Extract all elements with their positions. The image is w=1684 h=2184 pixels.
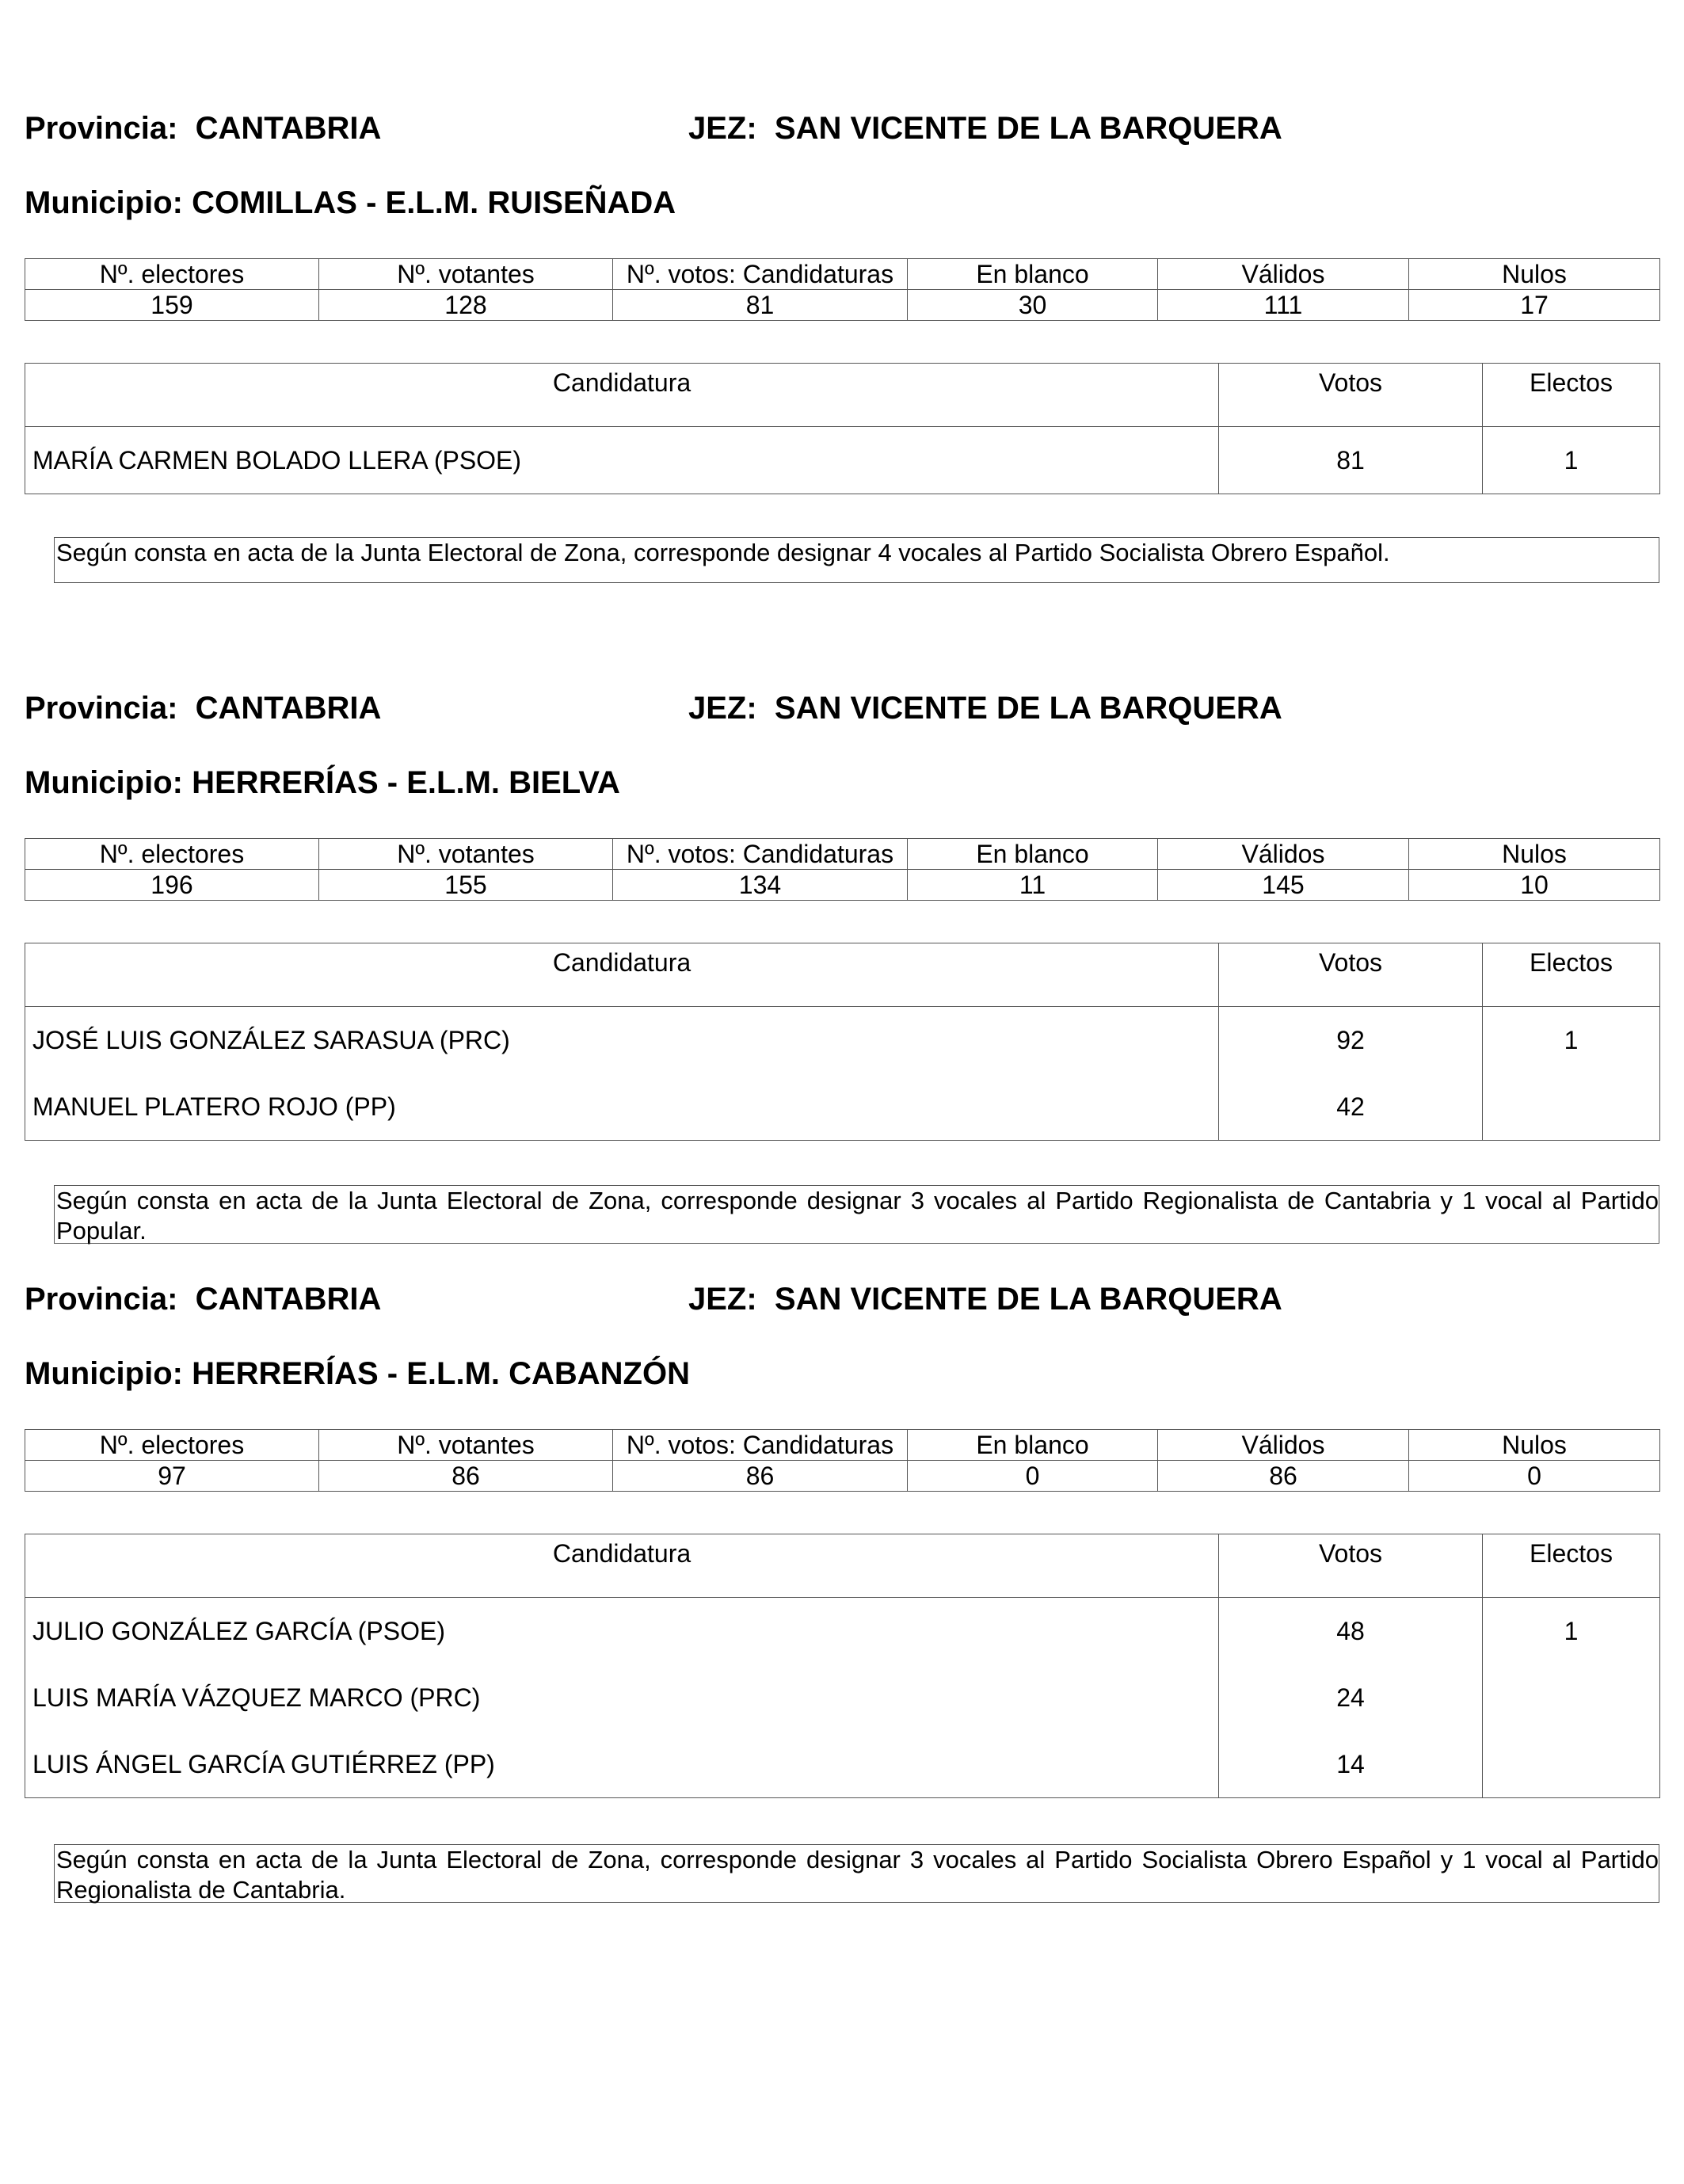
municipio-label: Municipio: (25, 1356, 183, 1391)
provincia-label: Provincia: (25, 111, 178, 146)
stats-votantes: 128 (319, 290, 613, 321)
candidates-header-name: Candidatura (25, 1534, 1219, 1598)
stats-header-nulos: Nulos (1409, 1430, 1660, 1461)
municipio-label: Municipio: (25, 765, 183, 800)
section-header (25, 691, 1659, 730)
stats-header-nulos: Nulos (1409, 259, 1660, 290)
stats-votantes: 155 (319, 870, 613, 901)
section-herrerias-bielva (25, 691, 1659, 1244)
jez-label: JEZ: (688, 691, 757, 726)
candidates-header-name: Candidatura (25, 364, 1219, 427)
municipio-value: HERRERÍAS - E.L.M. BIELVA (192, 765, 620, 800)
candidate-name: MANUEL PLATERO ROJO (PP) (25, 1073, 1219, 1141)
candidates-header-row (25, 1534, 1660, 1598)
provincia-line (25, 1282, 381, 1317)
stats-nulos: 17 (1409, 290, 1660, 321)
stats-blanco: 11 (908, 870, 1158, 901)
municipio-line (25, 1356, 690, 1392)
candidates-header-name: Candidatura (25, 943, 1219, 1007)
allocation-note: Según consta en acta de la Junta Electoral de Zona, corresponde designar 4 vocales al Partido Socialista Obrero Español. (54, 537, 1659, 583)
candidate-votes: 42 (1219, 1073, 1483, 1141)
stats-table (25, 838, 1660, 901)
stats-header-electores: Nº. electores (25, 259, 319, 290)
stats-header-validos: Válidos (1158, 1430, 1409, 1461)
allocation-note: Según consta en acta de la Junta Electoral de Zona, corresponde designar 3 vocales al Partido Socialista Obrero Español y 1 vocal al Partido Regionalista de Cantabria. (54, 1844, 1659, 1903)
stats-table (25, 258, 1660, 321)
stats-header-electores: Nº. electores (25, 1430, 319, 1461)
section-herrerias-cabanzon (25, 1282, 1659, 1904)
candidates-header-elected: Electos (1483, 943, 1660, 1007)
candidate-votes: 48 (1219, 1598, 1483, 1665)
municipio-line (25, 185, 676, 221)
municipio-label: Municipio: (25, 185, 183, 220)
stats-validos: 111 (1158, 290, 1409, 321)
candidates-header-row (25, 364, 1660, 427)
stats-validos: 145 (1158, 870, 1409, 901)
section-comillas-ruisenada (25, 111, 1659, 566)
candidate-votes: 14 (1219, 1731, 1483, 1798)
stats-header-validos: Válidos (1158, 259, 1409, 290)
candidates-header-votes: Votos (1219, 943, 1483, 1007)
provincia-value: CANTABRIA (195, 1282, 382, 1317)
stats-blanco: 30 (908, 290, 1158, 321)
candidate-name: JOSÉ LUIS GONZÁLEZ SARASUA (PRC) (25, 1007, 1219, 1074)
candidates-header-elected: Electos (1483, 364, 1660, 427)
municipio-line (25, 765, 620, 801)
candidate-votes: 24 (1219, 1664, 1483, 1731)
stats-votantes: 86 (319, 1461, 613, 1492)
municipio-value: HERRERÍAS - E.L.M. CABANZÓN (192, 1356, 690, 1391)
stats-header-candidaturas: Nº. votos: Candidaturas (613, 839, 908, 870)
stats-candidaturas: 134 (613, 870, 908, 901)
candidate-votes: 81 (1219, 427, 1483, 494)
stats-value-row (25, 870, 1660, 901)
candidate-elected (1483, 1664, 1660, 1731)
provincia-line (25, 111, 381, 147)
candidate-elected (1483, 1731, 1660, 1798)
stats-header-blanco: En blanco (908, 259, 1158, 290)
stats-blanco: 0 (908, 1461, 1158, 1492)
candidates-table (25, 1534, 1660, 1798)
stats-header-validos: Válidos (1158, 839, 1409, 870)
provincia-label: Provincia: (25, 691, 178, 726)
candidate-row (25, 1731, 1660, 1798)
provincia-label: Provincia: (25, 1282, 178, 1317)
jez-label: JEZ: (688, 1282, 757, 1317)
jez-line (688, 691, 1282, 726)
candidates-header-votes: Votos (1219, 364, 1483, 427)
candidate-elected: 1 (1483, 427, 1660, 494)
stats-header-votantes: Nº. votantes (319, 259, 613, 290)
stats-header-blanco: En blanco (908, 1430, 1158, 1461)
stats-candidaturas: 86 (613, 1461, 908, 1492)
jez-value: SAN VICENTE DE LA BARQUERA (774, 111, 1282, 146)
candidate-votes: 92 (1219, 1007, 1483, 1074)
section-header (25, 1282, 1659, 1321)
stats-value-row (25, 1461, 1660, 1492)
candidates-table (25, 363, 1660, 494)
candidate-row (25, 1664, 1660, 1731)
stats-electores: 159 (25, 290, 319, 321)
stats-header-blanco: En blanco (908, 839, 1158, 870)
allocation-note: Según consta en acta de la Junta Electoral de Zona, corresponde designar 3 vocales al Partido Regionalista de Cantabria y 1 vocal al Partido Popular. (54, 1185, 1659, 1244)
stats-candidaturas: 81 (613, 290, 908, 321)
candidate-row (25, 1073, 1660, 1141)
stats-header-row (25, 1430, 1660, 1461)
stats-electores: 196 (25, 870, 319, 901)
jez-value: SAN VICENTE DE LA BARQUERA (774, 1282, 1282, 1317)
municipio-value: COMILLAS - E.L.M. RUISEÑADA (192, 185, 676, 220)
stats-header-nulos: Nulos (1409, 839, 1660, 870)
candidate-name: LUIS ÁNGEL GARCÍA GUTIÉRREZ (PP) (25, 1731, 1219, 1798)
jez-label: JEZ: (688, 111, 757, 146)
stats-header-row (25, 259, 1660, 290)
provincia-value: CANTABRIA (195, 691, 382, 726)
candidates-header-row (25, 943, 1660, 1007)
stats-nulos: 0 (1409, 1461, 1660, 1492)
stats-header-votantes: Nº. votantes (319, 839, 613, 870)
stats-header-votantes: Nº. votantes (319, 1430, 613, 1461)
stats-header-candidaturas: Nº. votos: Candidaturas (613, 1430, 908, 1461)
candidate-elected (1483, 1073, 1660, 1141)
section-header (25, 111, 1659, 151)
candidate-row (25, 1598, 1660, 1665)
jez-line (688, 111, 1282, 147)
provincia-value: CANTABRIA (195, 111, 382, 146)
candidate-row (25, 1007, 1660, 1074)
stats-electores: 97 (25, 1461, 319, 1492)
candidate-elected: 1 (1483, 1007, 1660, 1074)
stats-value-row (25, 290, 1660, 321)
provincia-line (25, 691, 381, 726)
stats-header-electores: Nº. electores (25, 839, 319, 870)
candidates-table (25, 943, 1660, 1141)
candidate-name: JULIO GONZÁLEZ GARCÍA (PSOE) (25, 1598, 1219, 1665)
candidate-name: MARÍA CARMEN BOLADO LLERA (PSOE) (25, 427, 1219, 494)
candidate-elected: 1 (1483, 1598, 1660, 1665)
jez-line (688, 1282, 1282, 1317)
stats-validos: 86 (1158, 1461, 1409, 1492)
stats-header-candidaturas: Nº. votos: Candidaturas (613, 259, 908, 290)
stats-header-row (25, 839, 1660, 870)
candidate-row (25, 427, 1660, 494)
candidates-header-elected: Electos (1483, 1534, 1660, 1598)
stats-table (25, 1429, 1660, 1492)
stats-nulos: 10 (1409, 870, 1660, 901)
candidates-header-votes: Votos (1219, 1534, 1483, 1598)
candidate-name: LUIS MARÍA VÁZQUEZ MARCO (PRC) (25, 1664, 1219, 1731)
jez-value: SAN VICENTE DE LA BARQUERA (774, 691, 1282, 726)
